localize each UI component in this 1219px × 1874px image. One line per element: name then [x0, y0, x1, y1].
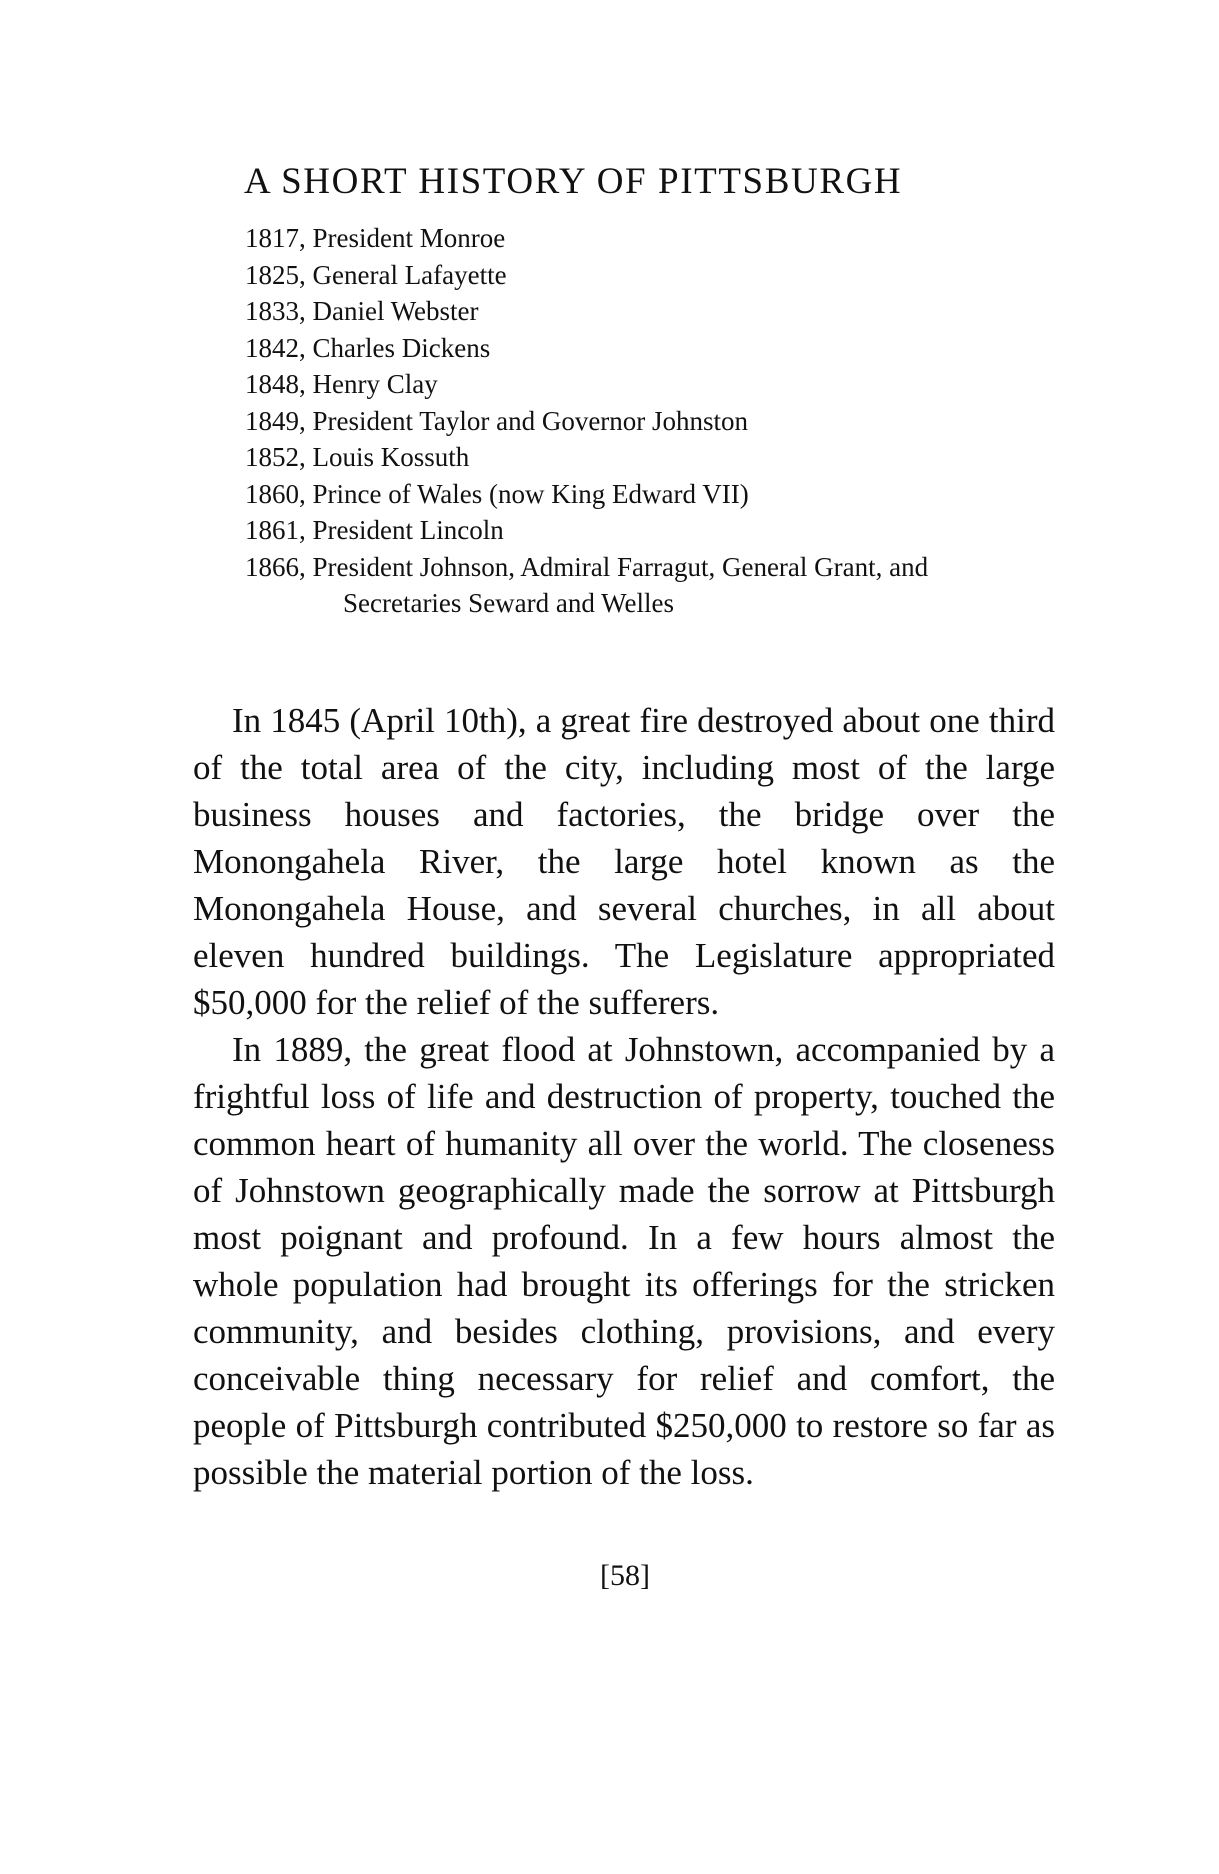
visit-text: General Lafayette [305, 259, 507, 290]
visit-year: 1833, [245, 296, 306, 326]
visit-year: 1842, [245, 332, 306, 363]
list-item [245, 512, 1045, 549]
visit-text: Henry Clay [305, 369, 438, 399]
visit-text: Prince of Wales (now King Edward VII) [305, 478, 749, 509]
visit-year: 1817, [245, 223, 306, 253]
notable-visitors-list [245, 220, 1045, 622]
visit-year: 1825, [245, 259, 306, 290]
list-item [245, 476, 1045, 513]
visit-text: President Taylor and Governor Johnston [305, 405, 749, 436]
paragraph-johnstown-flood-1889: In 1889, the great flood at Johnstown, accompanied by a frightful loss of life and destruction of property, touched the common heart of humanity all over the world. The closeness of Johnstown geographically made the sorrow at Pittsburgh most poignant and profound. In a few hours almost the whole population had brought its offerings for the stricken community, and besides clothing, provisions, and every conceivable thing necessary for relief and comfort, the people of Pittsburgh contributed $250,000 to restore so far as possible the material portion of the loss. [193, 1030, 1055, 1492]
running-head-title: A SHORT HISTORY OF PITTSBURGH [244, 161, 903, 202]
visit-year: 1848, [245, 369, 306, 399]
visit-year: 1849, [245, 405, 306, 436]
list-item [245, 366, 1045, 403]
visit-text: Charles Dickens [305, 332, 491, 363]
list-item [245, 549, 1045, 622]
visit-year: 1860, [245, 478, 306, 509]
body-text [193, 697, 1055, 1496]
visit-year: 1852, [245, 442, 306, 472]
visit-text: President Monroe [305, 223, 506, 253]
list-item [245, 439, 1045, 476]
list-item [245, 220, 1045, 257]
visit-text: President Johnson, Admiral Farragut, General Grant, and Secretaries Seward and Welles [305, 551, 929, 618]
visit-year: 1866, [245, 551, 306, 582]
visit-year: 1861, [245, 515, 306, 545]
visit-text: Daniel Webster [305, 296, 479, 326]
list-item [245, 293, 1045, 330]
list-item [245, 330, 1045, 367]
page-number: [58] [600, 1559, 650, 1592]
paragraph-great-fire-1845: In 1845 (April 10th), a great fire destroyed about one third of the total area of the city, including most of the large business houses and factories, the bridge over the Monongahela River, the large hotel known as the Monongahela House, and several churches, in all about eleven hundred buildings. The Legislature appropriated $50,000 for the relief of the sufferers. [193, 701, 1055, 1022]
list-item [245, 403, 1045, 440]
list-item [245, 257, 1045, 294]
visit-text: Louis Kossuth [305, 442, 470, 472]
visit-text: President Lincoln [305, 515, 504, 545]
